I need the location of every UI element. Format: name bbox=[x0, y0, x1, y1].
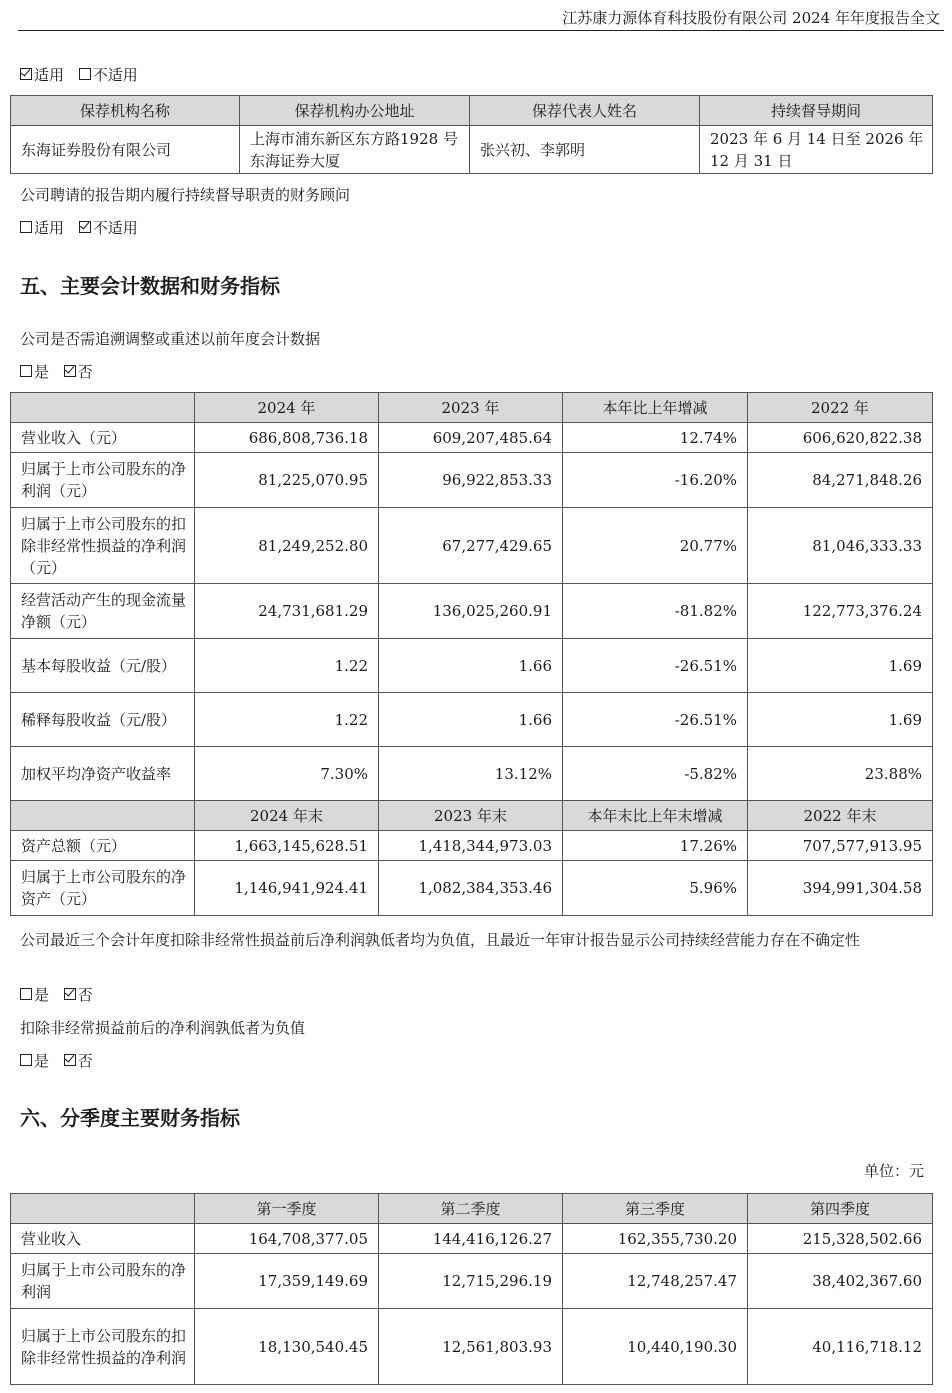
table-row bbox=[11, 861, 933, 916]
table-cell: 164,708,377.05 bbox=[195, 1224, 379, 1254]
restate-question: 公司是否需追溯调整或重述以前年度会计数据 bbox=[20, 330, 321, 348]
going-concern-choice-row bbox=[20, 984, 93, 1005]
applicable-label: 适用 bbox=[34, 66, 65, 84]
yes-label: 是 bbox=[34, 363, 50, 381]
column-header: 保荐代表人姓名 bbox=[470, 96, 700, 126]
checked-checkbox-icon bbox=[64, 365, 76, 377]
column-header: 本年比上年增减 bbox=[563, 393, 748, 423]
checked-checkbox-icon bbox=[64, 1054, 76, 1066]
advisor-text: 公司聘请的报告期内履行持续督导职责的财务顾问 bbox=[20, 186, 351, 204]
table-row bbox=[11, 453, 933, 508]
table-cell: 17,359,149.69 bbox=[195, 1254, 379, 1309]
table-cell: 136,025,260.91 bbox=[379, 584, 563, 639]
table-row bbox=[11, 831, 933, 861]
column-header: 保荐机构名称 bbox=[11, 96, 240, 126]
table-cell: -26.51% bbox=[563, 639, 748, 693]
table-cell: 38,402,367.60 bbox=[748, 1254, 933, 1309]
checked-checkbox-icon bbox=[64, 988, 76, 1000]
column-header: 2022 年末 bbox=[748, 801, 933, 831]
table-cell: 1.66 bbox=[379, 639, 563, 693]
report-title: 江苏康力源体育科技股份有限公司 2024 年年度报告全文 bbox=[562, 9, 940, 27]
unchecked-checkbox-icon bbox=[79, 68, 91, 80]
column-header: 第一季度 bbox=[195, 1194, 379, 1224]
checked-checkbox-icon bbox=[20, 68, 32, 80]
not-applicable-label: 不适用 bbox=[92, 219, 138, 237]
table-cell: 1.22 bbox=[195, 639, 379, 693]
table-cell: 1.22 bbox=[195, 693, 379, 747]
advisor-applicable-row bbox=[20, 217, 138, 238]
no-label: 否 bbox=[77, 1052, 93, 1070]
negative-profit-text: 扣除非经常损益前后的净利润孰低者为负值 bbox=[20, 1019, 306, 1037]
row-label: 资产总额（元） bbox=[11, 831, 195, 861]
table-cell: 144,416,126.27 bbox=[379, 1224, 563, 1254]
table-cell: 1,082,384,353.46 bbox=[379, 861, 563, 916]
table-header-row bbox=[11, 393, 933, 423]
column-header: 2023 年末 bbox=[379, 801, 563, 831]
table-cell: 162,355,730.20 bbox=[563, 1224, 748, 1254]
section-6-heading: 六、分季度主要财务指标 bbox=[20, 1106, 240, 1130]
table-header-row bbox=[11, 96, 933, 126]
table-cell: 122,773,376.24 bbox=[748, 584, 933, 639]
quarterly-financial-table bbox=[10, 1193, 933, 1385]
table-cell: -16.20% bbox=[563, 453, 748, 508]
table-cell: 12,715,296.19 bbox=[379, 1254, 563, 1309]
yes-label: 是 bbox=[34, 986, 50, 1004]
column-header: 2024 年末 bbox=[195, 801, 379, 831]
column-header bbox=[11, 801, 195, 831]
table-cell: 7.30% bbox=[195, 747, 379, 801]
supervision-period: 2023 年 6 月 14 日至 2026 年 12 月 31 日 bbox=[700, 126, 933, 174]
row-label: 归属于上市公司股东的净利润 bbox=[11, 1254, 195, 1309]
sponsor-name: 东海证券股份有限公司 bbox=[11, 126, 240, 174]
not-applicable-label: 不适用 bbox=[92, 66, 138, 84]
column-header: 第三季度 bbox=[563, 1194, 748, 1224]
table-cell: 609,207,485.64 bbox=[379, 423, 563, 453]
table-cell: 13.12% bbox=[379, 747, 563, 801]
table-cell: 394,991,304.58 bbox=[748, 861, 933, 916]
table-row bbox=[11, 508, 933, 584]
table-cell: 5.96% bbox=[563, 861, 748, 916]
row-label: 营业收入（元） bbox=[11, 423, 195, 453]
table-cell: 17.26% bbox=[563, 831, 748, 861]
table-cell: 1.66 bbox=[379, 693, 563, 747]
row-label: 归属于上市公司股东的扣除非经常性损益的净利润 bbox=[11, 1309, 195, 1385]
table-cell: 686,808,736.18 bbox=[195, 423, 379, 453]
table-header-row bbox=[11, 801, 933, 831]
column-header bbox=[11, 393, 195, 423]
table-cell: 23.88% bbox=[748, 747, 933, 801]
table-cell: -81.82% bbox=[563, 584, 748, 639]
table-cell: 81,225,070.95 bbox=[195, 453, 379, 508]
table-row bbox=[11, 747, 933, 801]
table-row bbox=[11, 639, 933, 693]
table-cell: 67,277,429.65 bbox=[379, 508, 563, 584]
table-row bbox=[11, 1224, 933, 1254]
table-row bbox=[11, 1254, 933, 1309]
sponsor-representatives: 张兴初、李郭明 bbox=[470, 126, 700, 174]
negative-profit-choice-row bbox=[20, 1050, 93, 1071]
table-cell: -26.51% bbox=[563, 693, 748, 747]
unchecked-checkbox-icon bbox=[20, 221, 32, 233]
unchecked-checkbox-icon bbox=[20, 988, 32, 1000]
unchecked-checkbox-icon bbox=[20, 1054, 32, 1066]
table-cell: -5.82% bbox=[563, 747, 748, 801]
table-cell: 18,130,540.45 bbox=[195, 1309, 379, 1385]
unchecked-checkbox-icon bbox=[20, 365, 32, 377]
table-row bbox=[11, 1309, 933, 1385]
table-cell: 12.74% bbox=[563, 423, 748, 453]
no-label: 否 bbox=[77, 986, 93, 1004]
table-cell: 1.69 bbox=[748, 639, 933, 693]
table-row bbox=[11, 126, 933, 174]
table-cell: 84,271,848.26 bbox=[748, 453, 933, 508]
column-header: 本年末比上年末增减 bbox=[563, 801, 748, 831]
table-cell: 24,731,681.29 bbox=[195, 584, 379, 639]
row-label: 归属于上市公司股东的净资产（元） bbox=[11, 861, 195, 916]
sponsor-address: 上海市浦东新区东方路1928 号东海证券大厦 bbox=[240, 126, 470, 174]
table-cell: 1.69 bbox=[748, 693, 933, 747]
header-divider bbox=[18, 30, 944, 31]
restate-choice-row bbox=[20, 361, 93, 382]
column-header: 第二季度 bbox=[379, 1194, 563, 1224]
table-header-row bbox=[11, 1194, 933, 1224]
column-header: 第四季度 bbox=[748, 1194, 933, 1224]
table-row bbox=[11, 584, 933, 639]
checked-checkbox-icon bbox=[79, 221, 91, 233]
table-cell: 1,418,344,973.03 bbox=[379, 831, 563, 861]
table-cell: 606,620,822.38 bbox=[748, 423, 933, 453]
table-cell: 40,116,718.12 bbox=[748, 1309, 933, 1385]
column-header: 2024 年 bbox=[195, 393, 379, 423]
row-label: 加权平均净资产收益率 bbox=[11, 747, 195, 801]
section-5-heading: 五、主要会计数据和财务指标 bbox=[20, 274, 280, 298]
table-cell: 215,328,502.66 bbox=[748, 1224, 933, 1254]
table-cell: 20.77% bbox=[563, 508, 748, 584]
unit-label: 单位：元 bbox=[863, 1162, 924, 1180]
column-header: 2022 年 bbox=[748, 393, 933, 423]
table-cell: 1,146,941,924.41 bbox=[195, 861, 379, 916]
row-label: 经营活动产生的现金流量净额（元） bbox=[11, 584, 195, 639]
table-cell: 12,748,257.47 bbox=[563, 1254, 748, 1309]
table-cell: 707,577,913.95 bbox=[748, 831, 933, 861]
table-cell: 1,663,145,628.51 bbox=[195, 831, 379, 861]
sponsor-applicable-row bbox=[20, 64, 138, 85]
yes-label: 是 bbox=[34, 1052, 50, 1070]
row-label: 基本每股收益（元/股） bbox=[11, 639, 195, 693]
key-financial-data-table bbox=[10, 392, 933, 916]
sponsor-table bbox=[10, 95, 933, 174]
table-row bbox=[11, 693, 933, 747]
row-label: 营业收入 bbox=[11, 1224, 195, 1254]
row-label: 归属于上市公司股东的扣除非经常性损益的净利润（元） bbox=[11, 508, 195, 584]
row-label: 归属于上市公司股东的净利润（元） bbox=[11, 453, 195, 508]
table-cell: 96,922,853.33 bbox=[379, 453, 563, 508]
column-header: 2023 年 bbox=[379, 393, 563, 423]
going-concern-text: 公司最近三个会计年度扣除非经常性损益前后净利润孰低者均为负值，且最近一年审计报告显示公司持续经营能力存在不确定性 bbox=[20, 931, 861, 949]
row-label: 稀释每股收益（元/股） bbox=[11, 693, 195, 747]
column-header bbox=[11, 1194, 195, 1224]
applicable-label: 适用 bbox=[34, 219, 65, 237]
no-label: 否 bbox=[77, 363, 93, 381]
table-cell: 81,249,252.80 bbox=[195, 508, 379, 584]
table-row bbox=[11, 423, 933, 453]
column-header: 持续督导期间 bbox=[700, 96, 933, 126]
column-header: 保荐机构办公地址 bbox=[240, 96, 470, 126]
table-cell: 10,440,190.30 bbox=[563, 1309, 748, 1385]
table-cell: 81,046,333.33 bbox=[748, 508, 933, 584]
table-cell: 12,561,803.93 bbox=[379, 1309, 563, 1385]
